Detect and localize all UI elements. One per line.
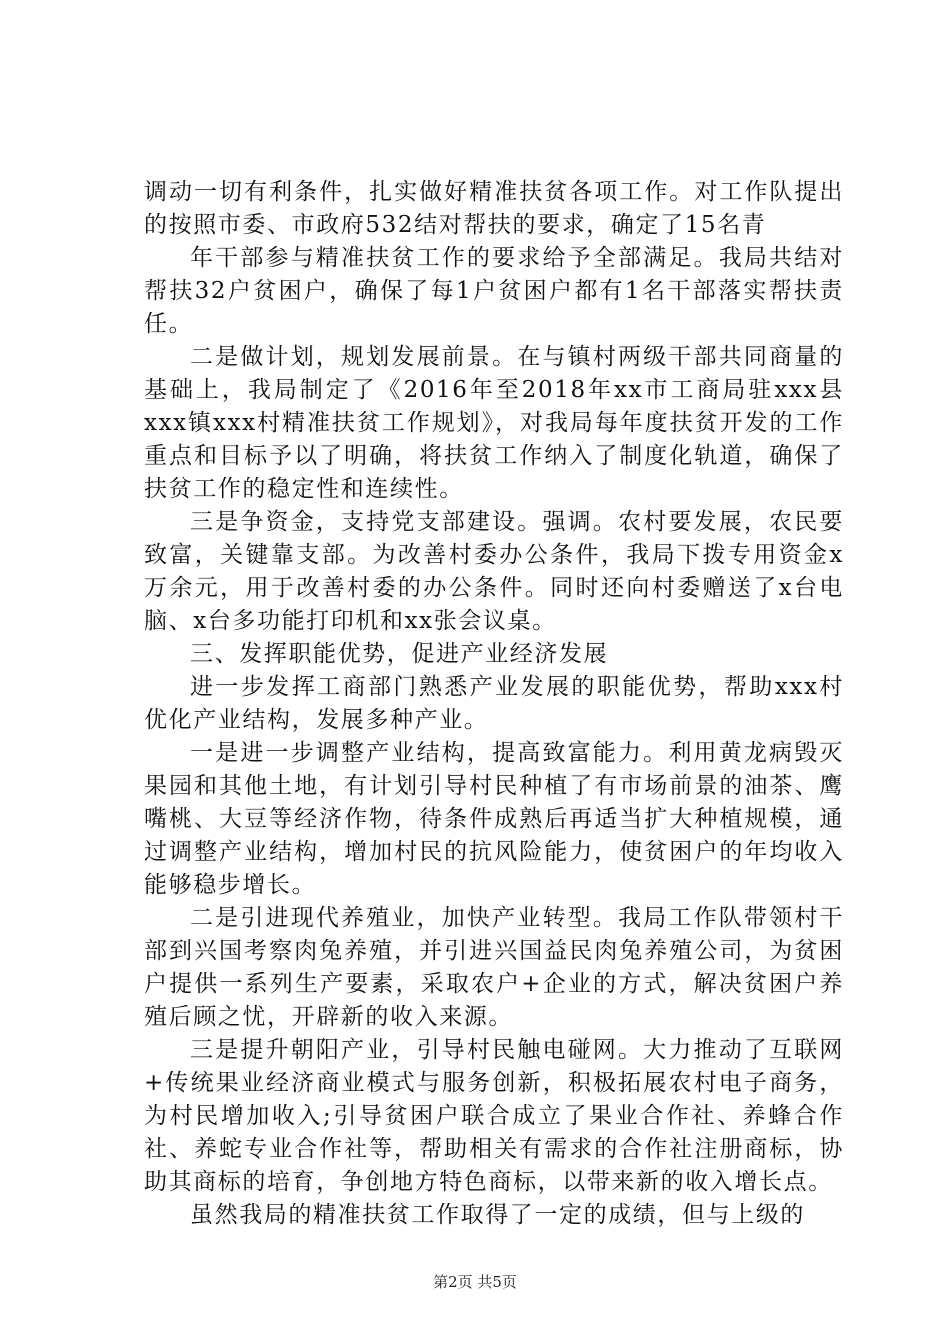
paragraph: 年干部参与精准扶贫工作的要求给予全部满足。我局共结对帮扶32户贫困户，确保了每1户贫困户都有1名干部落实帮扶责任。: [144, 245, 844, 337]
paragraph: 三是争资金，支持党支部建设。强调。农村要发展，农民要致富，关键靠支部。为改善村委办公条件，我局下拨专用资金x万余元，用于改善村委的办公条件。同时还向村委赠送了x台电脑、x台多功能打印机和xx张会议桌。: [144, 509, 844, 634]
paragraph: 三是提升朝阳产业，引导村民触电碰网。大力推动了互联网+传统果业经济商业模式与服务创新，积极拓展农村电子商务，为村民增加收入;引导贫困户联合成立了果业合作社、养蜂合作社、养蛇专业合作社等，帮助相关有需求的合作社注册商标，协助其商标的培育，争创地方特色商标，以带来新的收入增长点。: [144, 1037, 844, 1195]
paragraph: 二是做计划，规划发展前景。在与镇村两级干部共同商量的基础上，我局制定了《2016年至2018年xx市工商局驻xxx县xxx镇xxx村精准扶贫工作规划》，对我局每年度扶贫开发的工作重点和目标予以了明确，将扶贫工作纳入了制度化轨道，确保了扶贫工作的稳定性和连续性。: [144, 344, 844, 502]
paragraph: 虽然我局的精准扶贫工作取得了一定的成绩，但与上级的: [190, 1202, 805, 1228]
section-heading: 三、发挥职能优势，促进产业经济发展: [190, 641, 609, 667]
paragraph: 进一步发挥工商部门熟悉产业发展的职能优势，帮助xxx村优化产业结构，发展多种产业。: [144, 674, 844, 733]
page-number-footer: 第2页 共5页: [433, 1273, 517, 1291]
paragraph: 调动一切有利条件，扎实做好精准扶贫各项工作。对工作队提出的按照市委、市政府532结对帮扶的要求，确定了15名青: [144, 179, 844, 238]
paragraph: 一是进一步调整产业结构，提高致富能力。利用黄龙病毁灭果园和其他土地，有计划引导村民种植了有市场前景的油茶、鹰嘴桃、大豆等经济作物，待条件成熟后再适当扩大种植规模，通过调整产业结构，增加村民的抗风险能力，使贫困户的年均收入能够稳步增长。: [144, 740, 844, 898]
document-body: [144, 176, 844, 1232]
paragraph: 二是引进现代养殖业，加快产业转型。我局工作队带领村干部到兴国考察肉兔养殖，并引进兴国益民肉兔养殖公司，为贫困户提供一系列生产要素，采取农户+企业的方式，解决贫困户养殖后顾之忧，开辟新的收入来源。: [144, 905, 844, 1030]
